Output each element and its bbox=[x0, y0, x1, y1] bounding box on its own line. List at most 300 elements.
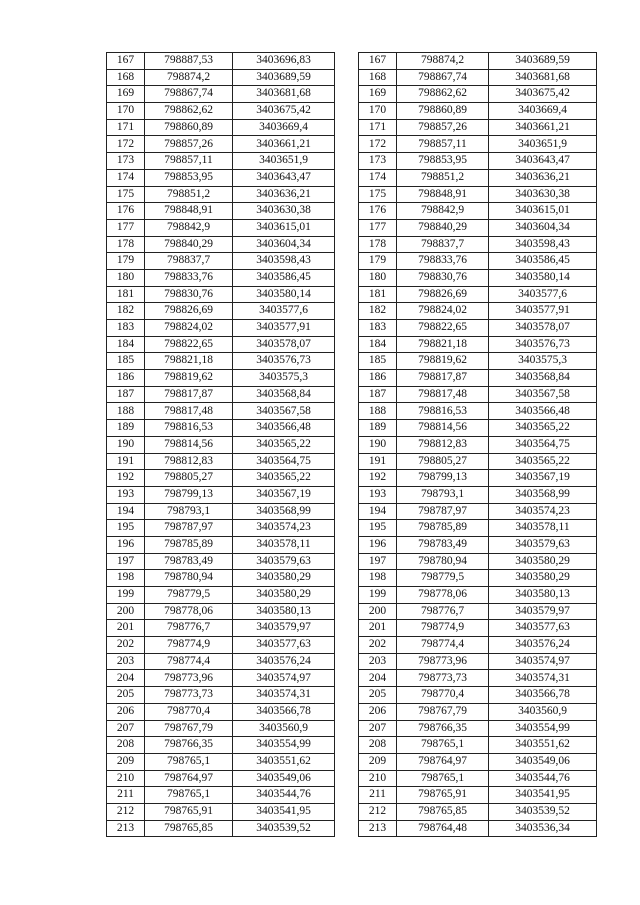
x-coordinate-cell: 798857,11 bbox=[397, 136, 489, 153]
x-coordinate-cell: 798840,29 bbox=[145, 236, 233, 253]
x-coordinate-cell: 798857,26 bbox=[145, 136, 233, 153]
y-coordinate-cell: 3403615,01 bbox=[489, 203, 597, 220]
x-coordinate-cell: 798787,97 bbox=[397, 503, 489, 520]
x-coordinate-cell: 798867,74 bbox=[145, 86, 233, 103]
table-row bbox=[107, 653, 335, 670]
point-number-cell: 207 bbox=[107, 720, 145, 737]
x-coordinate-cell: 798824,02 bbox=[397, 303, 489, 320]
x-coordinate-cell: 798833,76 bbox=[397, 253, 489, 270]
x-coordinate-cell: 798767,79 bbox=[397, 703, 489, 720]
point-number-cell: 170 bbox=[359, 103, 397, 120]
point-number-cell: 170 bbox=[107, 103, 145, 120]
x-coordinate-cell: 798805,27 bbox=[397, 453, 489, 470]
y-coordinate-cell: 3403549,06 bbox=[489, 753, 597, 770]
table-row bbox=[107, 637, 335, 654]
point-number-cell: 176 bbox=[359, 203, 397, 220]
point-number-cell: 169 bbox=[107, 86, 145, 103]
y-coordinate-cell: 3403681,68 bbox=[489, 69, 597, 86]
x-coordinate-cell: 798874,2 bbox=[397, 53, 489, 70]
table-row bbox=[107, 169, 335, 186]
y-coordinate-cell: 3403578,07 bbox=[233, 336, 335, 353]
y-coordinate-cell: 3403578,11 bbox=[233, 536, 335, 553]
table-row bbox=[107, 403, 335, 420]
x-coordinate-cell: 798867,74 bbox=[397, 69, 489, 86]
y-coordinate-cell: 3403560,9 bbox=[489, 703, 597, 720]
x-coordinate-cell: 798853,95 bbox=[145, 169, 233, 186]
y-coordinate-cell: 3403551,62 bbox=[489, 737, 597, 754]
table-row bbox=[359, 803, 597, 820]
table-row bbox=[107, 86, 335, 103]
table-row bbox=[107, 236, 335, 253]
y-coordinate-cell: 3403577,63 bbox=[233, 637, 335, 654]
table-row bbox=[107, 186, 335, 203]
y-coordinate-cell: 3403567,58 bbox=[233, 403, 335, 420]
y-coordinate-cell: 3403579,97 bbox=[489, 603, 597, 620]
point-number-cell: 182 bbox=[359, 303, 397, 320]
table-row bbox=[359, 720, 597, 737]
y-coordinate-cell: 3403536,34 bbox=[489, 820, 597, 837]
point-number-cell: 197 bbox=[359, 553, 397, 570]
table-row bbox=[359, 353, 597, 370]
point-number-cell: 209 bbox=[359, 753, 397, 770]
point-number-cell: 206 bbox=[359, 703, 397, 720]
point-number-cell: 183 bbox=[359, 320, 397, 337]
table-row bbox=[359, 336, 597, 353]
y-coordinate-cell: 3403574,23 bbox=[489, 503, 597, 520]
x-coordinate-cell: 798826,69 bbox=[397, 286, 489, 303]
table-row bbox=[359, 303, 597, 320]
table-row bbox=[359, 737, 597, 754]
point-number-cell: 211 bbox=[107, 787, 145, 804]
table-row bbox=[359, 420, 597, 437]
table-row bbox=[359, 687, 597, 704]
x-coordinate-cell: 798848,91 bbox=[145, 203, 233, 220]
table-row bbox=[107, 770, 335, 787]
y-coordinate-cell: 3403580,14 bbox=[489, 269, 597, 286]
x-coordinate-cell: 798848,91 bbox=[397, 186, 489, 203]
point-number-cell: 188 bbox=[359, 403, 397, 420]
x-coordinate-cell: 798812,83 bbox=[397, 436, 489, 453]
y-coordinate-cell: 3403568,84 bbox=[489, 370, 597, 387]
y-coordinate-cell: 3403578,07 bbox=[489, 320, 597, 337]
table-row bbox=[107, 286, 335, 303]
point-number-cell: 206 bbox=[107, 703, 145, 720]
table-row bbox=[359, 269, 597, 286]
table-row bbox=[359, 136, 597, 153]
table-row bbox=[107, 303, 335, 320]
table-row bbox=[107, 687, 335, 704]
y-coordinate-cell: 3403577,63 bbox=[489, 620, 597, 637]
table-row bbox=[107, 453, 335, 470]
table-row bbox=[107, 470, 335, 487]
x-coordinate-cell: 798785,89 bbox=[397, 520, 489, 537]
point-number-cell: 199 bbox=[107, 587, 145, 604]
table-row bbox=[359, 370, 597, 387]
y-coordinate-cell: 3403580,29 bbox=[489, 553, 597, 570]
x-coordinate-cell: 798819,62 bbox=[397, 353, 489, 370]
x-coordinate-cell: 798774,4 bbox=[397, 637, 489, 654]
y-coordinate-cell: 3403579,63 bbox=[233, 553, 335, 570]
x-coordinate-cell: 798805,27 bbox=[145, 470, 233, 487]
x-coordinate-cell: 798814,56 bbox=[145, 436, 233, 453]
point-number-cell: 213 bbox=[359, 820, 397, 837]
y-coordinate-cell: 3403574,31 bbox=[489, 670, 597, 687]
table-row bbox=[107, 436, 335, 453]
y-coordinate-cell: 3403598,43 bbox=[489, 236, 597, 253]
x-coordinate-cell: 798857,11 bbox=[145, 153, 233, 170]
x-coordinate-cell: 798767,79 bbox=[145, 720, 233, 737]
point-number-cell: 212 bbox=[107, 803, 145, 820]
y-coordinate-cell: 3403575,3 bbox=[233, 370, 335, 387]
point-number-cell: 174 bbox=[359, 169, 397, 186]
x-coordinate-cell: 798778,06 bbox=[397, 587, 489, 604]
x-coordinate-cell: 798779,5 bbox=[397, 570, 489, 587]
point-number-cell: 202 bbox=[107, 637, 145, 654]
table-row bbox=[107, 670, 335, 687]
table-row bbox=[107, 119, 335, 136]
x-coordinate-cell: 798783,49 bbox=[145, 553, 233, 570]
x-coordinate-cell: 798787,97 bbox=[145, 520, 233, 537]
point-number-cell: 181 bbox=[107, 286, 145, 303]
x-coordinate-cell: 798799,13 bbox=[145, 486, 233, 503]
point-number-cell: 173 bbox=[359, 153, 397, 170]
y-coordinate-cell: 3403576,73 bbox=[489, 336, 597, 353]
y-coordinate-cell: 3403675,42 bbox=[233, 103, 335, 120]
x-coordinate-cell: 798778,06 bbox=[145, 603, 233, 620]
point-number-cell: 189 bbox=[359, 420, 397, 437]
table-row bbox=[359, 403, 597, 420]
point-number-cell: 186 bbox=[359, 370, 397, 387]
y-coordinate-cell: 3403565,22 bbox=[233, 436, 335, 453]
y-coordinate-cell: 3403568,99 bbox=[489, 486, 597, 503]
point-number-cell: 196 bbox=[359, 536, 397, 553]
x-coordinate-cell: 798817,48 bbox=[145, 403, 233, 420]
y-coordinate-cell: 3403541,95 bbox=[233, 803, 335, 820]
point-number-cell: 179 bbox=[107, 253, 145, 270]
table-row bbox=[359, 203, 597, 220]
y-coordinate-cell: 3403604,34 bbox=[233, 236, 335, 253]
table-row bbox=[107, 103, 335, 120]
point-number-cell: 180 bbox=[359, 269, 397, 286]
point-number-cell: 201 bbox=[359, 620, 397, 637]
table-row bbox=[107, 136, 335, 153]
x-coordinate-cell: 798819,62 bbox=[145, 370, 233, 387]
y-coordinate-cell: 3403567,58 bbox=[489, 386, 597, 403]
table-row bbox=[107, 603, 335, 620]
point-number-cell: 171 bbox=[107, 119, 145, 136]
point-number-cell: 181 bbox=[359, 286, 397, 303]
y-coordinate-cell: 3403566,78 bbox=[489, 687, 597, 704]
y-coordinate-cell: 3403568,99 bbox=[233, 503, 335, 520]
point-number-cell: 189 bbox=[107, 420, 145, 437]
y-coordinate-cell: 3403577,6 bbox=[489, 286, 597, 303]
y-coordinate-cell: 3403566,78 bbox=[233, 703, 335, 720]
point-number-cell: 205 bbox=[359, 687, 397, 704]
table-row bbox=[107, 520, 335, 537]
y-coordinate-cell: 3403643,47 bbox=[233, 169, 335, 186]
y-coordinate-cell: 3403630,38 bbox=[489, 186, 597, 203]
x-coordinate-cell: 798765,1 bbox=[397, 770, 489, 787]
x-coordinate-cell: 798774,4 bbox=[145, 653, 233, 670]
x-coordinate-cell: 798770,4 bbox=[397, 687, 489, 704]
x-coordinate-cell: 798817,48 bbox=[397, 386, 489, 403]
point-number-cell: 191 bbox=[107, 453, 145, 470]
y-coordinate-cell: 3403586,45 bbox=[489, 253, 597, 270]
point-number-cell: 201 bbox=[107, 620, 145, 637]
table-row bbox=[107, 203, 335, 220]
point-number-cell: 196 bbox=[107, 536, 145, 553]
point-number-cell: 176 bbox=[107, 203, 145, 220]
table-row bbox=[359, 536, 597, 553]
x-coordinate-cell: 798860,89 bbox=[397, 103, 489, 120]
x-coordinate-cell: 798793,1 bbox=[145, 503, 233, 520]
point-number-cell: 211 bbox=[359, 787, 397, 804]
point-number-cell: 187 bbox=[107, 386, 145, 403]
point-number-cell: 179 bbox=[359, 253, 397, 270]
x-coordinate-cell: 798773,96 bbox=[145, 670, 233, 687]
point-number-cell: 194 bbox=[359, 503, 397, 520]
y-coordinate-cell: 3403598,43 bbox=[233, 253, 335, 270]
point-number-cell: 193 bbox=[359, 486, 397, 503]
y-coordinate-cell: 3403551,62 bbox=[233, 753, 335, 770]
point-number-cell: 185 bbox=[359, 353, 397, 370]
table-row bbox=[107, 269, 335, 286]
x-coordinate-cell: 798766,35 bbox=[145, 737, 233, 754]
y-coordinate-cell: 3403576,73 bbox=[233, 353, 335, 370]
table-row bbox=[107, 737, 335, 754]
x-coordinate-cell: 798764,48 bbox=[397, 820, 489, 837]
y-coordinate-cell: 3403615,01 bbox=[233, 219, 335, 236]
point-number-cell: 191 bbox=[359, 453, 397, 470]
x-coordinate-cell: 798826,69 bbox=[145, 303, 233, 320]
point-number-cell: 177 bbox=[107, 219, 145, 236]
y-coordinate-cell: 3403586,45 bbox=[233, 269, 335, 286]
y-coordinate-cell: 3403580,29 bbox=[489, 570, 597, 587]
table-row bbox=[107, 69, 335, 86]
point-number-cell: 208 bbox=[359, 737, 397, 754]
y-coordinate-cell: 3403669,4 bbox=[233, 119, 335, 136]
x-coordinate-cell: 798862,62 bbox=[397, 86, 489, 103]
x-coordinate-cell: 798773,96 bbox=[397, 653, 489, 670]
y-coordinate-cell: 3403539,52 bbox=[233, 820, 335, 837]
point-number-cell: 188 bbox=[107, 403, 145, 420]
x-coordinate-cell: 798765,85 bbox=[397, 803, 489, 820]
table-row bbox=[359, 69, 597, 86]
table-row bbox=[107, 336, 335, 353]
table-row bbox=[359, 320, 597, 337]
x-coordinate-cell: 798857,26 bbox=[397, 119, 489, 136]
table-row bbox=[359, 253, 597, 270]
point-number-cell: 212 bbox=[359, 803, 397, 820]
x-coordinate-cell: 798853,95 bbox=[397, 153, 489, 170]
x-coordinate-cell: 798824,02 bbox=[145, 320, 233, 337]
point-number-cell: 187 bbox=[359, 386, 397, 403]
y-coordinate-cell: 3403574,97 bbox=[489, 653, 597, 670]
x-coordinate-cell: 798773,73 bbox=[397, 670, 489, 687]
y-coordinate-cell: 3403643,47 bbox=[489, 153, 597, 170]
point-number-cell: 210 bbox=[107, 770, 145, 787]
x-coordinate-cell: 798851,2 bbox=[145, 186, 233, 203]
table-row bbox=[359, 236, 597, 253]
table-row bbox=[359, 453, 597, 470]
y-coordinate-cell: 3403689,59 bbox=[489, 53, 597, 70]
table-row bbox=[107, 320, 335, 337]
x-coordinate-cell: 798837,7 bbox=[145, 253, 233, 270]
table-row bbox=[107, 820, 335, 837]
x-coordinate-cell: 798862,62 bbox=[145, 103, 233, 120]
x-coordinate-cell: 798799,13 bbox=[397, 470, 489, 487]
x-coordinate-cell: 798812,83 bbox=[145, 453, 233, 470]
table-row bbox=[359, 219, 597, 236]
x-coordinate-cell: 798776,7 bbox=[397, 603, 489, 620]
point-number-cell: 208 bbox=[107, 737, 145, 754]
y-coordinate-cell: 3403636,21 bbox=[233, 186, 335, 203]
x-coordinate-cell: 798814,56 bbox=[397, 420, 489, 437]
point-number-cell: 194 bbox=[107, 503, 145, 520]
x-coordinate-cell: 798770,4 bbox=[145, 703, 233, 720]
table-row bbox=[107, 370, 335, 387]
table-row bbox=[359, 787, 597, 804]
table-row bbox=[107, 787, 335, 804]
y-coordinate-cell: 3403576,24 bbox=[233, 653, 335, 670]
y-coordinate-cell: 3403636,21 bbox=[489, 169, 597, 186]
table-row bbox=[359, 119, 597, 136]
point-number-cell: 169 bbox=[359, 86, 397, 103]
table-row bbox=[107, 620, 335, 637]
x-coordinate-cell: 798842,9 bbox=[145, 219, 233, 236]
point-number-cell: 193 bbox=[107, 486, 145, 503]
point-number-cell: 168 bbox=[359, 69, 397, 86]
y-coordinate-cell: 3403544,76 bbox=[233, 787, 335, 804]
point-number-cell: 190 bbox=[107, 436, 145, 453]
point-number-cell: 167 bbox=[359, 53, 397, 70]
point-number-cell: 175 bbox=[359, 186, 397, 203]
x-coordinate-cell: 798833,76 bbox=[145, 269, 233, 286]
y-coordinate-cell: 3403579,63 bbox=[489, 536, 597, 553]
table-row bbox=[359, 486, 597, 503]
x-coordinate-cell: 798765,1 bbox=[145, 787, 233, 804]
x-coordinate-cell: 798780,94 bbox=[145, 570, 233, 587]
table-row bbox=[359, 570, 597, 587]
x-coordinate-cell: 798887,53 bbox=[145, 53, 233, 70]
y-coordinate-cell: 3403544,76 bbox=[489, 770, 597, 787]
x-coordinate-cell: 798779,5 bbox=[145, 587, 233, 604]
point-number-cell: 203 bbox=[107, 653, 145, 670]
table-row bbox=[359, 503, 597, 520]
x-coordinate-cell: 798780,94 bbox=[397, 553, 489, 570]
point-number-cell: 210 bbox=[359, 770, 397, 787]
table-row bbox=[359, 53, 597, 70]
point-number-cell: 205 bbox=[107, 687, 145, 704]
table-row bbox=[359, 703, 597, 720]
y-coordinate-cell: 3403564,75 bbox=[489, 436, 597, 453]
point-number-cell: 172 bbox=[359, 136, 397, 153]
point-number-cell: 178 bbox=[107, 236, 145, 253]
y-coordinate-cell: 3403560,9 bbox=[233, 720, 335, 737]
x-coordinate-cell: 798793,1 bbox=[397, 486, 489, 503]
point-number-cell: 198 bbox=[359, 570, 397, 587]
y-coordinate-cell: 3403565,22 bbox=[489, 453, 597, 470]
y-coordinate-cell: 3403580,13 bbox=[489, 587, 597, 604]
x-coordinate-cell: 798830,76 bbox=[145, 286, 233, 303]
x-coordinate-cell: 798816,53 bbox=[145, 420, 233, 437]
point-number-cell: 182 bbox=[107, 303, 145, 320]
coordinates-table-right bbox=[358, 52, 597, 837]
point-number-cell: 175 bbox=[107, 186, 145, 203]
y-coordinate-cell: 3403549,06 bbox=[233, 770, 335, 787]
y-coordinate-cell: 3403541,95 bbox=[489, 787, 597, 804]
x-coordinate-cell: 798817,87 bbox=[145, 386, 233, 403]
x-coordinate-cell: 798765,1 bbox=[397, 737, 489, 754]
y-coordinate-cell: 3403574,97 bbox=[233, 670, 335, 687]
point-number-cell: 207 bbox=[359, 720, 397, 737]
y-coordinate-cell: 3403580,29 bbox=[233, 570, 335, 587]
y-coordinate-cell: 3403566,48 bbox=[489, 403, 597, 420]
table-row bbox=[359, 169, 597, 186]
point-number-cell: 213 bbox=[107, 820, 145, 837]
x-coordinate-cell: 798822,65 bbox=[145, 336, 233, 353]
y-coordinate-cell: 3403566,48 bbox=[233, 420, 335, 437]
point-number-cell: 195 bbox=[107, 520, 145, 537]
point-number-cell: 198 bbox=[107, 570, 145, 587]
y-coordinate-cell: 3403681,68 bbox=[233, 86, 335, 103]
y-coordinate-cell: 3403575,3 bbox=[489, 353, 597, 370]
point-number-cell: 173 bbox=[107, 153, 145, 170]
point-number-cell: 203 bbox=[359, 653, 397, 670]
y-coordinate-cell: 3403554,99 bbox=[489, 720, 597, 737]
x-coordinate-cell: 798766,35 bbox=[397, 720, 489, 737]
y-coordinate-cell: 3403577,91 bbox=[233, 320, 335, 337]
x-coordinate-cell: 798774,9 bbox=[145, 637, 233, 654]
table-row bbox=[359, 637, 597, 654]
y-coordinate-cell: 3403574,31 bbox=[233, 687, 335, 704]
x-coordinate-cell: 798774,9 bbox=[397, 620, 489, 637]
table-row bbox=[359, 587, 597, 604]
y-coordinate-cell: 3403574,23 bbox=[233, 520, 335, 537]
x-coordinate-cell: 798837,7 bbox=[397, 236, 489, 253]
table-row bbox=[107, 803, 335, 820]
y-coordinate-cell: 3403675,42 bbox=[489, 86, 597, 103]
x-coordinate-cell: 798821,18 bbox=[145, 353, 233, 370]
point-number-cell: 195 bbox=[359, 520, 397, 537]
table-row bbox=[359, 620, 597, 637]
table-row bbox=[359, 520, 597, 537]
x-coordinate-cell: 798816,53 bbox=[397, 403, 489, 420]
y-coordinate-cell: 3403630,38 bbox=[233, 203, 335, 220]
point-number-cell: 192 bbox=[359, 470, 397, 487]
y-coordinate-cell: 3403564,75 bbox=[233, 453, 335, 470]
table-row bbox=[359, 553, 597, 570]
y-coordinate-cell: 3403689,59 bbox=[233, 69, 335, 86]
point-number-cell: 171 bbox=[359, 119, 397, 136]
y-coordinate-cell: 3403567,19 bbox=[489, 470, 597, 487]
point-number-cell: 192 bbox=[107, 470, 145, 487]
y-coordinate-cell: 3403565,22 bbox=[233, 470, 335, 487]
point-number-cell: 172 bbox=[107, 136, 145, 153]
x-coordinate-cell: 798765,1 bbox=[145, 753, 233, 770]
table-row bbox=[107, 353, 335, 370]
table-row bbox=[359, 653, 597, 670]
y-coordinate-cell: 3403661,21 bbox=[233, 136, 335, 153]
x-coordinate-cell: 798783,49 bbox=[397, 536, 489, 553]
table-row bbox=[359, 753, 597, 770]
y-coordinate-cell: 3403578,11 bbox=[489, 520, 597, 537]
table-row bbox=[107, 253, 335, 270]
x-coordinate-cell: 798765,85 bbox=[145, 820, 233, 837]
x-coordinate-cell: 798817,87 bbox=[397, 370, 489, 387]
table-row bbox=[107, 536, 335, 553]
table-row bbox=[107, 219, 335, 236]
